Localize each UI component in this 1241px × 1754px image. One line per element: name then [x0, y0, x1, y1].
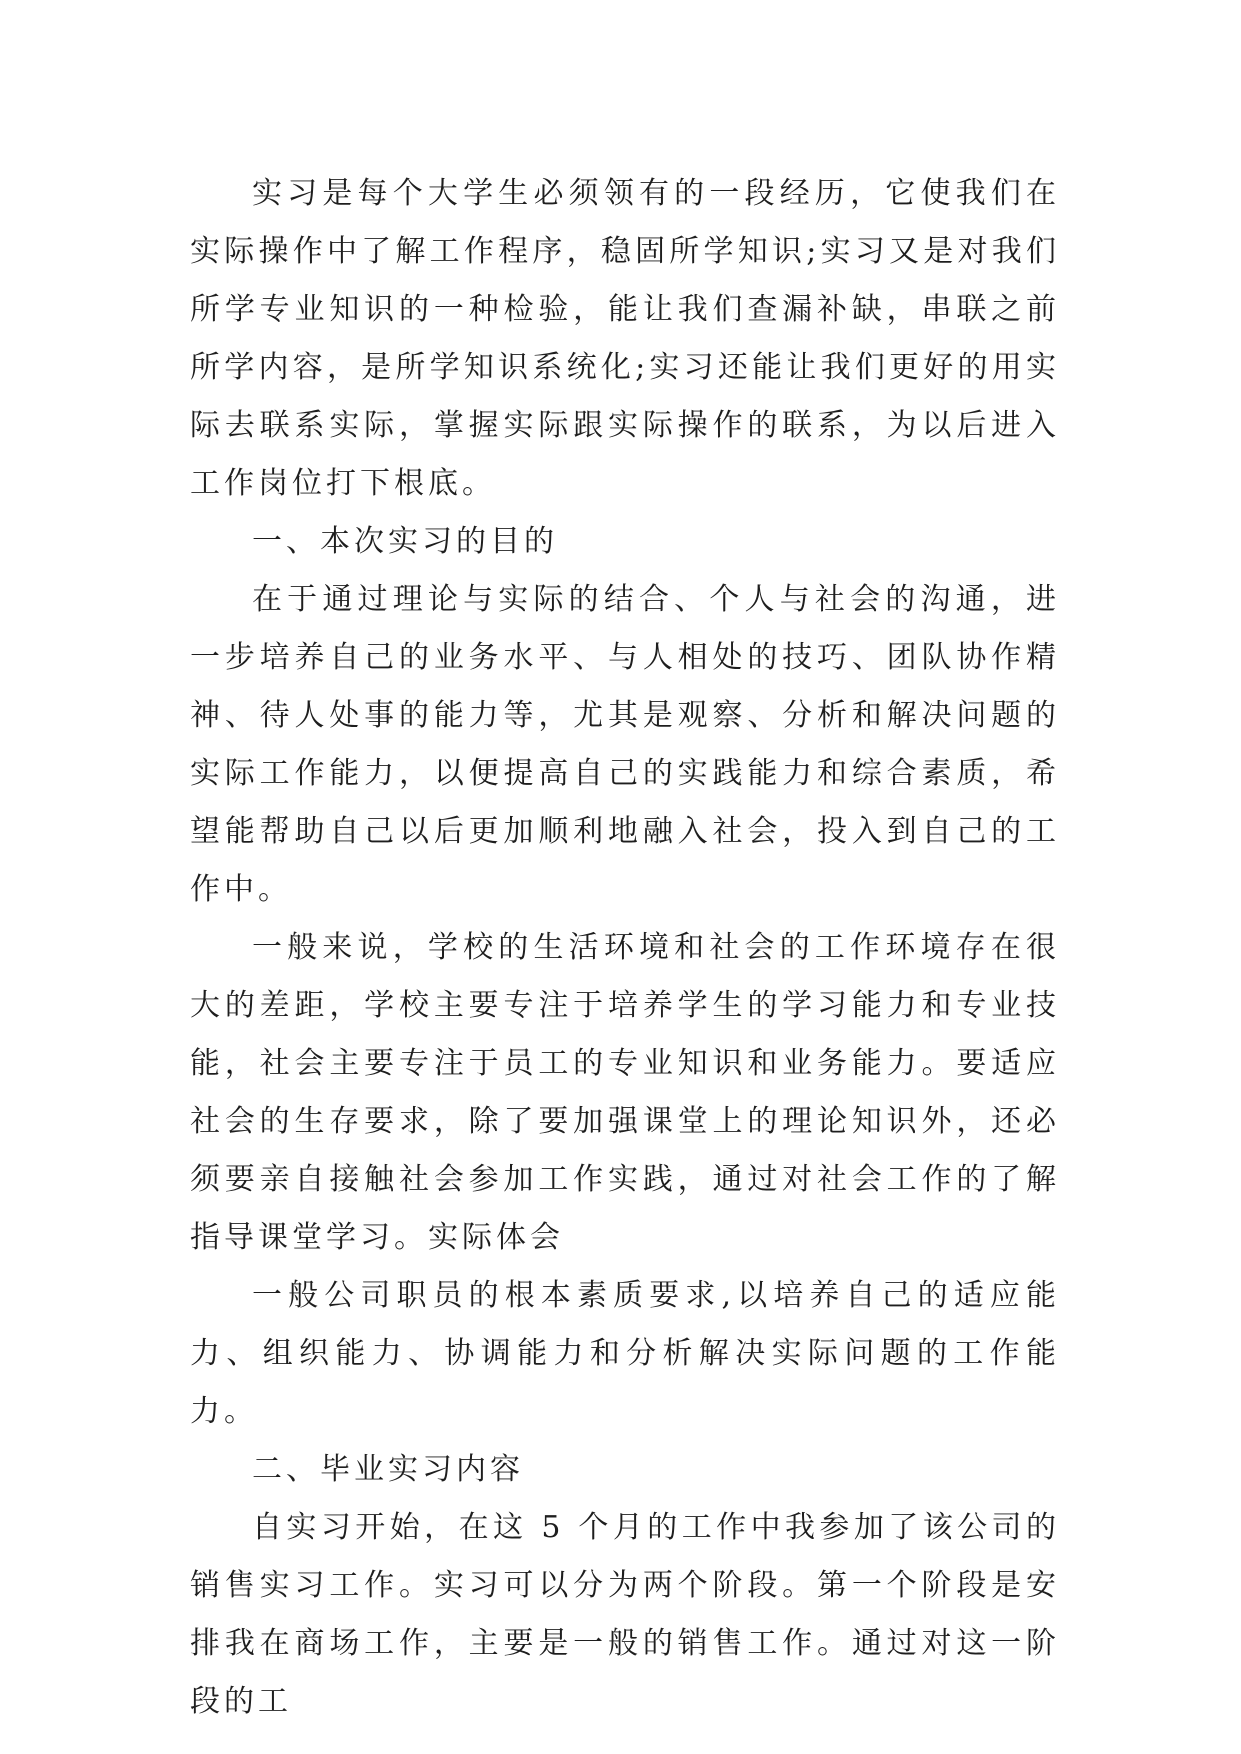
paragraph-purpose: 在于通过理论与实际的结合、个人与社会的沟通，进一步培养自己的业务水平、与人相处的技巧、团队协作精神、待人处事的能力等，尤其是观察、分析和解决问题的实际工作能力，以便提高自己的实践能力和综合素质，希望能帮助自己以后更加顺利地融入社会，投入到自己的工作中。 [190, 582, 1060, 907]
heading-content: 二、毕业实习内容 [252, 1452, 524, 1487]
heading-purpose: 一、本次实习的目的 [252, 524, 558, 559]
paragraph-environment: 一般来说，学校的生活环境和社会的工作环境存在很大的差距，学校主要专注于培养学生的学习能力和专业技能，社会主要专注于员工的专业知识和业务能力。要适应社会的生存要求，除了要加强课堂上的理论知识外，还必须要亲自接触社会参加工作实践，通过对社会工作的了解指导课堂学习。实际体会 [190, 930, 1060, 1255]
document-body [190, 165, 1060, 1731]
paragraph-requirements: 一般公司职员的根本素质要求,以培养自己的适应能力、组织能力、协调能力和分析解决实际问题的工作能力。 [190, 1278, 1060, 1429]
paragraph-intro: 实习是每个大学生必须领有的一段经历，它使我们在实际操作中了解工作程序，稳固所学知识;实习又是对我们所学专业知识的一种检验，能让我们查漏补缺，串联之前所学内容，是所学知识系统化;实习还能让我们更好的用实际去联系实际，掌握实际跟实际操作的联系，为以后进入工作岗位打下根底。 [190, 176, 1060, 501]
paragraph-content: 自实习开始，在这 5 个月的工作中我参加了该公司的销售实习工作。实习可以分为两个阶段。第一个阶段是安排我在商场工作，主要是一般的销售工作。通过对这一阶段的工 [190, 1510, 1060, 1719]
